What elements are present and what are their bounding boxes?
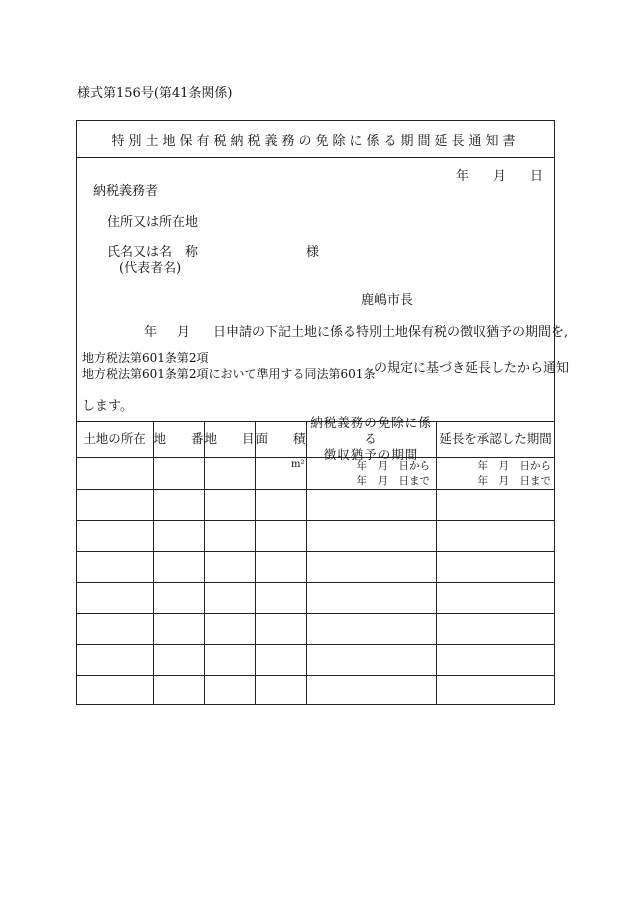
date-year: 年 [456,169,470,184]
taxpayer-heading: 納税義務者 [93,184,159,199]
honorific: 様 [306,245,320,260]
approved-period-to: 年 月 日まで [477,475,551,487]
name-label: 氏名又は名 称 [107,245,199,260]
table-row-divider [76,613,555,614]
date-day: 日 [530,169,544,184]
issuer-name: 鹿嶋市長 [361,293,414,308]
approved-period-from: 年 月 日から [477,460,551,472]
header-lot-number: 地 番 [153,431,204,446]
table-row-divider [76,551,555,552]
table-column-divider [436,421,437,705]
table-column-divider [255,421,256,705]
exemption-period-from: 年 月 日から [356,460,430,472]
body-year: 年 [144,325,158,340]
body-line1: 日申請の下記土地に係る特別土地保有税の徴収猶予の期間を, [213,325,569,340]
table-column-divider [204,421,205,705]
table-row-divider [76,520,555,521]
table-row-divider [76,675,555,676]
body-closing: します。 [82,399,133,414]
law-option-1: 地方税法第601条第2項 [82,351,209,365]
law-option-2: 地方税法第601条第2項において準用する同法第601条 [82,367,376,381]
header-area: 面 積 [255,431,306,446]
body-month: 月 [177,325,191,340]
table-row-divider [76,644,555,645]
date-month: 月 [493,169,507,184]
table-column-divider [306,421,307,705]
form-number-label: 様式第156号(第41条関係) [77,86,233,101]
exemption-period-to: 年 月 日まで [356,475,430,487]
header-exemption-period: 納税義務の免除に係る 徴収猶予の期間 [310,415,432,462]
header-land-category: 地 目 [204,431,255,446]
representative-label: (代表者名) [119,261,182,276]
table-row-divider [76,582,555,583]
header-location: 土地の所在 [83,431,146,446]
area-unit: m² [291,459,305,470]
document-title: 特別土地保有税納税義務の免除に係る期間延長通知書 [111,134,520,149]
law-suffix: の規定に基づき延長したから通知 [374,361,570,376]
title-divider [76,157,555,158]
form-frame [76,120,555,705]
address-label: 住所又は所在地 [107,215,199,230]
table-column-divider [153,421,154,705]
table-row-divider [76,489,555,490]
header-approved-period: 延長を承認した期間 [439,431,552,446]
